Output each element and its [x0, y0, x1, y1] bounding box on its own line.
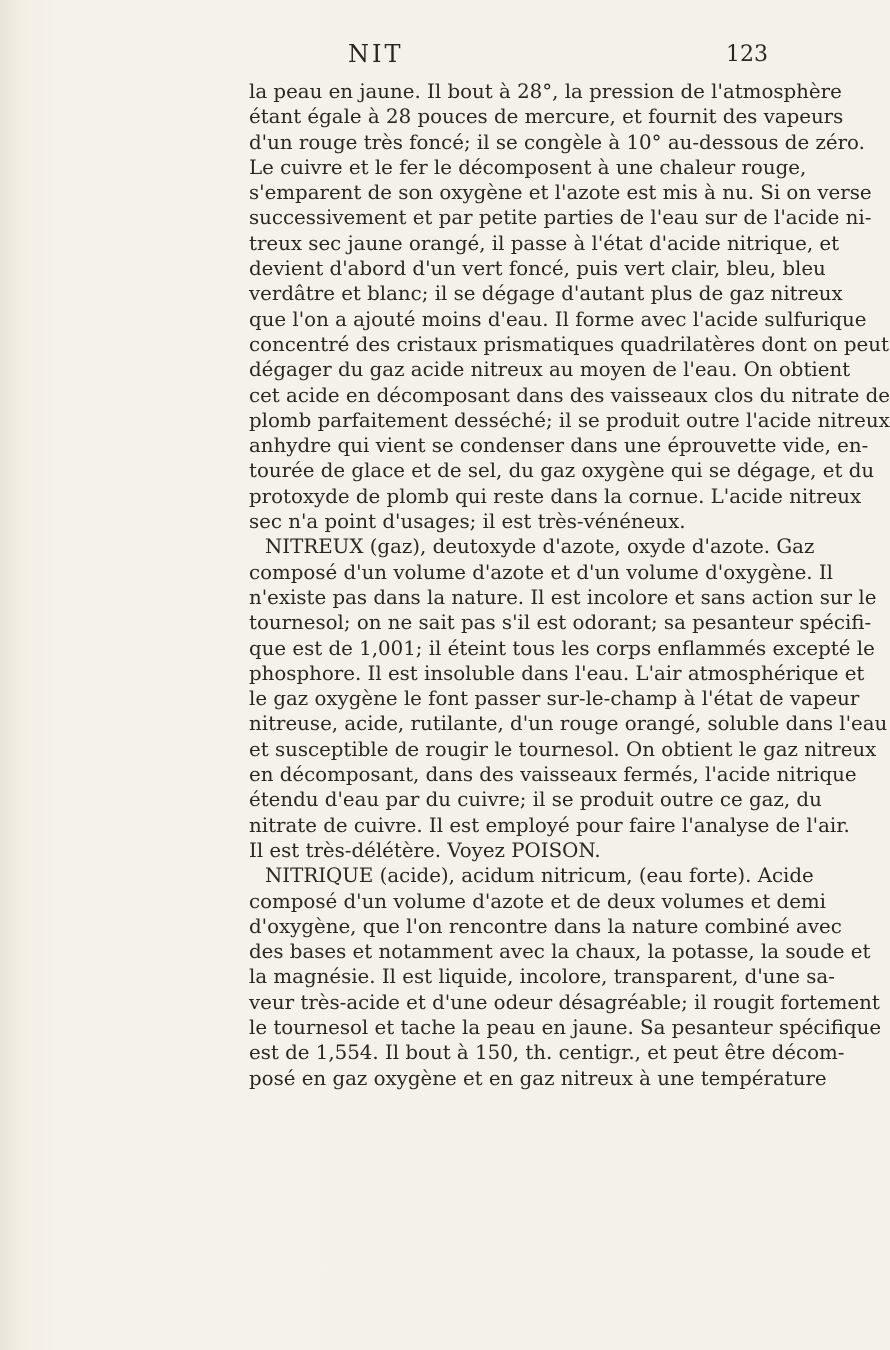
- text-line: la peau en jaune. Il bout à 28°, la pression de l'atmosphère: [249, 80, 842, 103]
- text-line: cet acide en décomposant dans des vaisseaux clos du nitrate de: [249, 383, 890, 407]
- text-line: veur très-acide et d'une odeur désagréable; il rougit fortement: [249, 990, 880, 1014]
- text-line: le tournesol et tache la peau en jaune. Sa pesanteur spécifique: [249, 1015, 882, 1039]
- body-text: [249, 79, 890, 1091]
- text-line: étendu d'eau par du cuivre; il se produit outre ce gaz, du: [249, 788, 822, 812]
- text-line: tournesol; on ne sait pas s'il est odorant; sa pesanteur spécifi-: [249, 611, 872, 635]
- running-head: NIT: [348, 40, 404, 68]
- text-line: phosphore. Il est insoluble dans l'eau. L'air atmosphérique et: [249, 661, 865, 685]
- text-line: n'existe pas dans la nature. Il est incolore et sans action sur le: [249, 585, 877, 609]
- text-line: et susceptible de rougir le tournesol. On obtient le gaz nitreux: [249, 737, 877, 761]
- text-line: dégager du gaz acide nitreux au moyen de l'eau. On obtient: [249, 358, 851, 382]
- text-line: d'oxygène, que l'on rencontre dans la nature combiné avec: [249, 914, 842, 938]
- text-line: plomb parfaitement desséché; il se produit outre l'acide nitreux: [249, 408, 890, 432]
- text-line: nitreuse, acide, rutilante, d'un rouge orangé, soluble dans l'eau: [249, 712, 888, 736]
- text-line: protoxyde de plomb qui reste dans la cornue. L'acide nitreux: [249, 484, 862, 508]
- page-number: 123: [726, 42, 768, 67]
- text-line: composé d'un volume d'azote et d'un volume d'oxygène. Il: [249, 560, 833, 584]
- text-line: d'un rouge très foncé; il se congèle à 10° au-dessous de zéro.: [249, 130, 865, 154]
- text-line: la magnésie. Il est liquide, incolore, transparent, d'une sa-: [249, 965, 835, 989]
- text-line: concentré des cristaux prismatiques quadrilatères dont on peut: [249, 332, 889, 356]
- text-line: s'emparent de son oxygène et l'azote est mis à nu. Si on verse: [249, 181, 872, 205]
- text-line: en décomposant, dans des vaisseaux fermés, l'acide nitrique: [249, 763, 857, 787]
- entry-nitreux-gaz: NITREUX (gaz), deutoxyde d'azote, oxyde d'azote. Gaz: [265, 535, 815, 559]
- text-line: treux sec jaune orangé, il passe à l'état d'acide nitrique, et: [249, 231, 840, 255]
- text-line: Il est très-délétère. Voyez POISON.: [249, 838, 601, 862]
- text-line: que l'on a ajouté moins d'eau. Il forme avec l'acide sulfurique: [249, 307, 867, 331]
- text-line: que est de 1,001; il éteint tous les corps enflammés excepté le: [249, 636, 875, 660]
- text-line: nitrate de cuivre. Il est employé pour faire l'analyse de l'air.: [249, 813, 850, 837]
- text-line: composé d'un volume d'azote et de deux volumes et demi: [249, 889, 827, 913]
- text-line: Le cuivre et le fer le décomposent à une chaleur rouge,: [249, 155, 807, 179]
- text-line: sec n'a point d'usages; il est très-vénéneux.: [249, 510, 686, 534]
- text-line: étant égale à 28 pouces de mercure, et fournit des vapeurs: [249, 105, 844, 129]
- text-line: anhydre qui vient se condenser dans une éprouvette vide, en-: [249, 434, 869, 458]
- text-line: devient d'abord d'un vert foncé, puis vert clair, bleu, bleu: [249, 257, 826, 281]
- text-line: le gaz oxygène le font passer sur-le-champ à l'état de vapeur: [249, 687, 860, 711]
- text-line: tourée de glace et de sel, du gaz oxygène qui se dégage, et du: [249, 459, 875, 483]
- page-header: [238, 40, 798, 80]
- text-line: est de 1,554. Il bout à 150, th. centigr., et peut être décom-: [249, 1041, 845, 1065]
- text-line: des bases et notamment avec la chaux, la potasse, la soude et: [249, 940, 871, 964]
- entry-nitrique-acide: NITRIQUE (acide), acidum nitricum, (eau forte). Acide: [265, 864, 814, 888]
- text-line: verdâtre et blanc; il se dégage d'autant plus de gaz nitreux: [249, 282, 843, 306]
- text-line: posé en gaz oxygène et en gaz nitreux à une température: [249, 1066, 827, 1090]
- text-line: successivement et par petite parties de l'eau sur de l'acide ni-: [249, 206, 872, 230]
